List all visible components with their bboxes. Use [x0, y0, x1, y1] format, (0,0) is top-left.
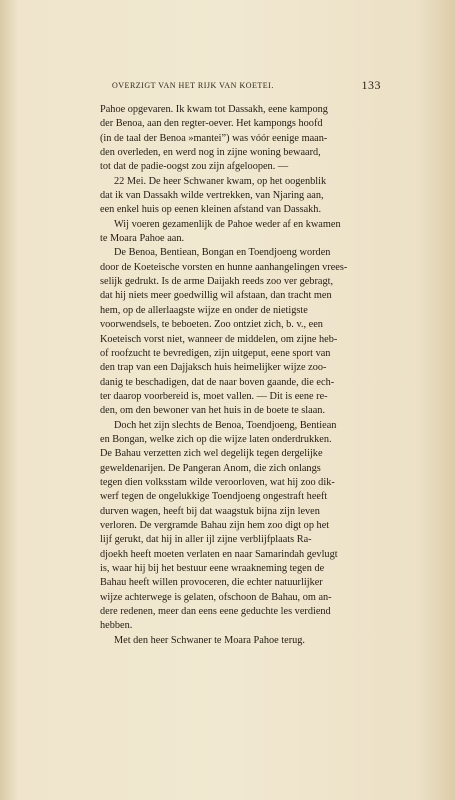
text-line: geweldenarijen. De Pangeran Anom, die zich onlangs [100, 462, 321, 474]
text-line: Wij voeren gezamenlijk de Pahoe weder af en kwamen [114, 218, 341, 230]
text-line: 22 Mei. De heer Schwaner kwam, op het oogenblik [114, 175, 327, 187]
text-line: tot dat de padie-oogst zou zijn afgeloopen. — [100, 161, 289, 173]
text-line: danig te beschadigen, dat de naar boven gaande, die ech- [100, 376, 335, 388]
text-line: tegen dien volksstam wilde veroorloven, wat hij zoo dik- [100, 476, 335, 488]
text-line: voorwendsels, te beboeten. Zoo ontziet zich, b. v., een [100, 319, 323, 331]
text-line: door de Koeteische vorsten en hunne aanhangelingen vrees- [100, 261, 348, 273]
text-line: Doch het zijn slechts de Benoa, Toendjoeng, Bentiean [114, 419, 337, 431]
text-line: hem, op de allerlaagste wijze en onder de nietigste [100, 304, 308, 316]
text-line: ter daarop voorbereid is, moet vallen. — Dit is eene re- [100, 390, 328, 402]
running-header: OVERZIGT VAN HET RIJK VAN KOETEI. [112, 81, 274, 90]
text-line: De Bahau verzetten zich wel degelijk tegen dergelijke [100, 448, 323, 460]
text-line: een enkel huis op eenen kleinen afstand van Dassakh. [100, 204, 322, 216]
text-line: of roofzucht te bevredigen, zijn uitgeput, eene sport van [100, 347, 331, 359]
text-line: wijze achterwege is gelaten, ofschoon de Bahau, om an- [100, 591, 332, 603]
text-line: Bahau heeft willen provoceren, die echter natuurlijker [100, 577, 323, 589]
text-line: den overleden, en werd nog in zijne woning bewaard, [100, 147, 321, 159]
text-line: Pahoe opgevaren. Ik kwam tot Dassakh, eene kampong [100, 104, 328, 115]
text-line: hebben. [100, 620, 133, 632]
body-text [100, 103, 382, 648]
text-line: Koeteisch vorst niet, wanneer de middelen, om zijne heb- [100, 333, 338, 345]
text-line: Met den heer Schwaner te Moara Pahoe terug. [114, 634, 305, 646]
text-line: den, om den bewoner van het huis in de boete te slaan. [100, 405, 326, 417]
text-line: verloren. De vergramde Bahau zijn hem zoo digt op het [100, 519, 330, 531]
page-number: 133 [361, 78, 381, 92]
text-line: te Moara Pahoe aan. [100, 233, 185, 245]
text-line: is, waar hij bij het bestuur eene wraakneming tegen de [100, 563, 325, 574]
text-line: durven wagen, heeft bij dat waagstuk bijna zijn leven [100, 505, 320, 517]
text-line: den trap van een Dajjaksch huis heimelijker wijze zoo- [100, 362, 327, 374]
text-line: djoekh heeft moeten verlaten en naar Samarindah gevlugt [100, 548, 338, 560]
text-line: werf tegen de ongelukkige Toendjoeng ongestraft heeft [100, 491, 328, 503]
text-line: en Bongan, welke zich op die wijze laten onderdrukken. [100, 433, 332, 445]
text-line: (in de taal der Benoa »mantei”) was vóór eenige maan- [100, 132, 328, 144]
text-line: der Benoa, aan den regter-oever. Het kampongs hoofd [100, 118, 323, 130]
text-line: De Benoa, Bentiean, Bongan en Toendjoeng worden [114, 247, 331, 259]
text-line: dat ik van Dassakh wilde vertrekken, van Njaring aan, [100, 190, 324, 202]
text-line: dere redenen, meer dan eens eene geduchte les verdiend [100, 606, 331, 618]
text-line: selijk gedrukt. Is de arme Daijakh reeds zoo ver gebragt, [100, 276, 334, 288]
text-line: dat hij niets meer goedwillig wil afstaan, dan tracht men [100, 290, 332, 302]
text-line: lijf gerukt, dat hij in aller ijl zijne verblijfplaats Ra- [100, 534, 312, 546]
page-header [112, 78, 381, 92]
